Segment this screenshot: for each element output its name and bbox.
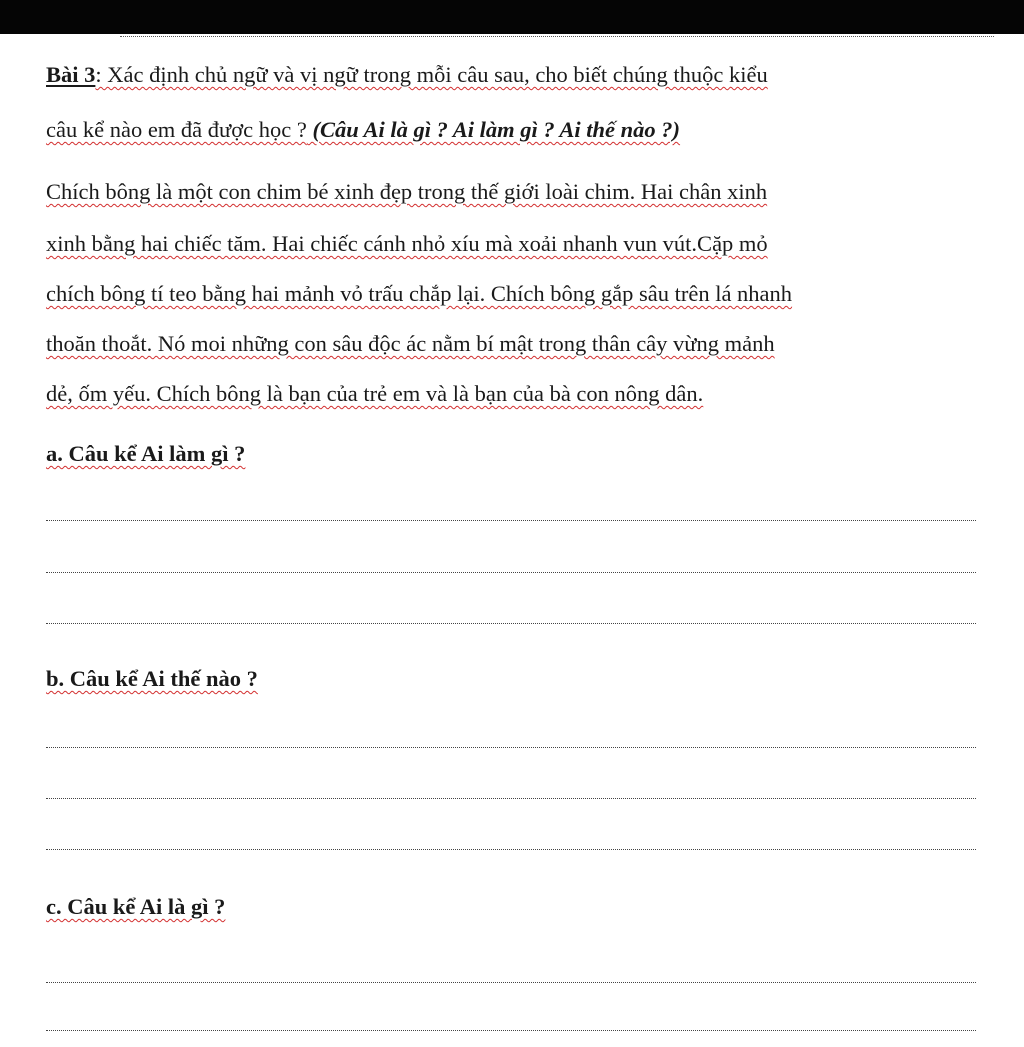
passage-line-4: thoăn thoắt. Nó moi những con sâu độc ác nằm bí mật trong thân cây vừng mảnh bbox=[46, 331, 775, 356]
passage-line-1: Chích bông là một con chim bé xinh đẹp trong thế giới loài chim. Hai chân xinh bbox=[46, 179, 768, 204]
answer-line-a1[interactable] bbox=[46, 520, 976, 521]
question-a: a. Câu kể Ai làm gì ? bbox=[46, 441, 246, 466]
answer-line-b2[interactable] bbox=[46, 798, 976, 799]
answer-line-b1[interactable] bbox=[46, 747, 976, 748]
exercise-prompt-italic: (Câu Ai là gì ? Ai làm gì ? Ai thế nào ?) bbox=[306, 117, 681, 142]
exercise-title: Bài 3 bbox=[46, 62, 96, 87]
exercise-heading bbox=[46, 64, 768, 87]
answer-line-a2[interactable] bbox=[46, 572, 976, 573]
passage-line-2: xinh bằng hai chiếc tăm. Hai chiếc cánh nhỏ xíu mà xoải nhanh vun vút.Cặp mỏ bbox=[46, 231, 768, 256]
question-b: b. Câu kể Ai thế nào ? bbox=[46, 666, 258, 691]
question-c: c. Câu kể Ai là gì ? bbox=[46, 894, 226, 919]
passage-line-5: dẻ, ốm yếu. Chích bông là bạn của trẻ em và là bạn của bà con nông dân. bbox=[46, 381, 704, 406]
exercise-prompt-line2 bbox=[46, 119, 680, 142]
exercise-prompt-line1: : Xác định chủ ngữ và vị ngữ trong mỗi câu sau, cho biết chúng thuộc kiểu bbox=[95, 62, 768, 87]
passage-line-3: chích bông tí teo bằng hai mảnh vỏ trấu chắp lại. Chích bông gắp sâu trên lá nhanh bbox=[46, 281, 793, 306]
answer-line-b3[interactable] bbox=[46, 849, 976, 850]
answer-line-a3[interactable] bbox=[46, 623, 976, 624]
answer-line-c2[interactable] bbox=[46, 1030, 976, 1031]
answer-line-c1[interactable] bbox=[46, 982, 976, 983]
exercise-prompt-plain: câu kể nào em đã được học ? bbox=[46, 117, 307, 142]
